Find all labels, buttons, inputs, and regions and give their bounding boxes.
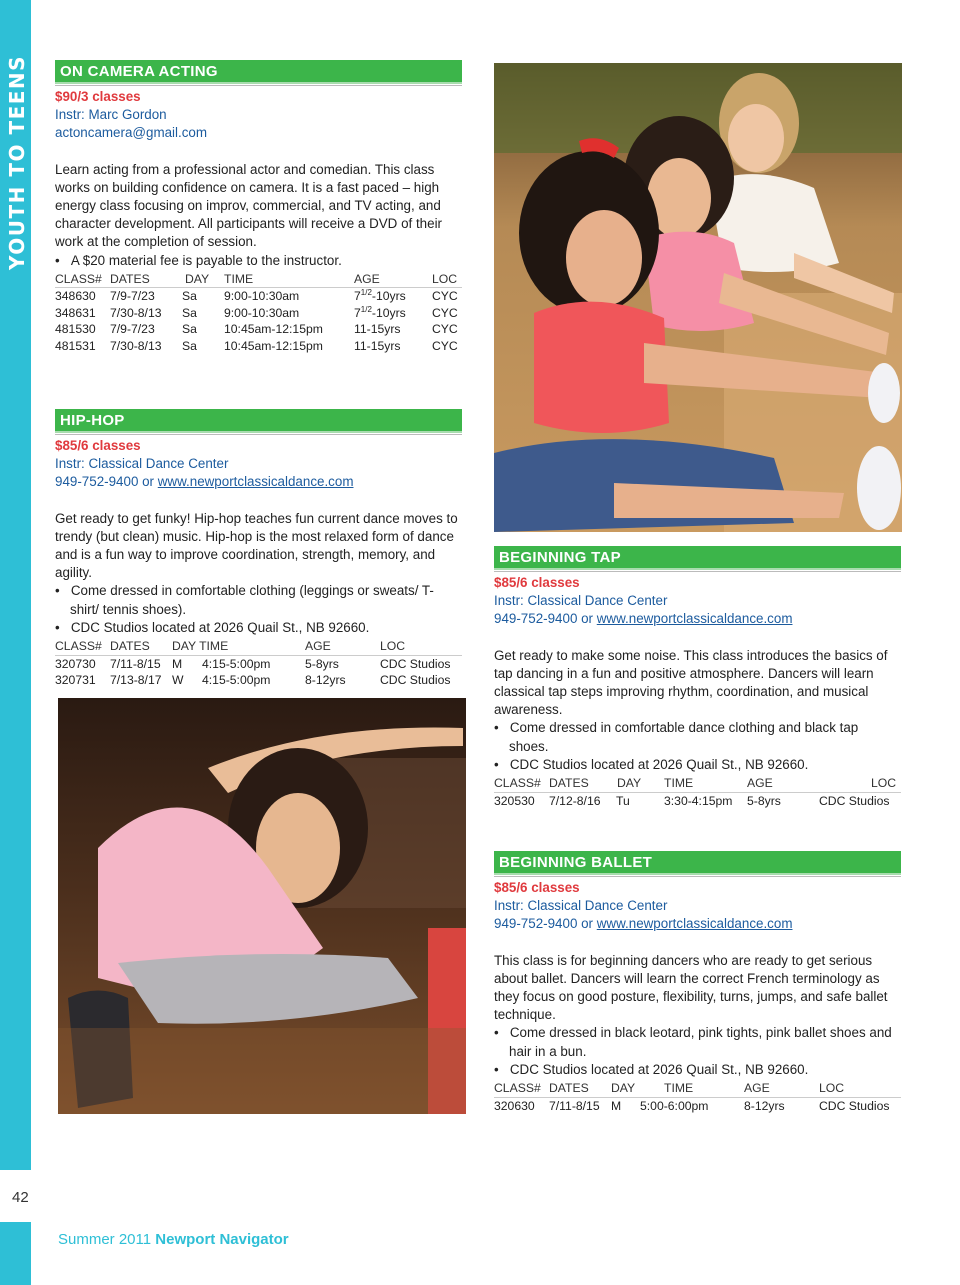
hiphop-bullet: • Come dressed in comfortable clothing (leggings or sweats/ T-shirt/ tennis shoes). [55, 583, 434, 617]
section-label: YOUTH TO TEENS [5, 54, 29, 270]
page-number: 42 [12, 1189, 29, 1206]
acting-email[interactable]: actoncamera@gmail.com [55, 125, 208, 141]
tap-instructor: Instr: Classical Dance Center [494, 593, 668, 609]
hiphop-contact: 949-752-9400 or www.newportclassicaldance.com [55, 474, 354, 490]
acting-section [55, 60, 462, 354]
acting-instructor: Instr: Marc Gordon [55, 107, 167, 123]
ballet-instructor: Instr: Classical Dance Center [494, 898, 668, 914]
tap-price: $85/6 classes [494, 575, 580, 590]
table-header: CLASS# DATES DAY TIME AGE LOC [55, 638, 462, 656]
tap-schedule-table [494, 775, 901, 809]
ballet-title: BEGINNING BALLET [494, 851, 901, 875]
table-header: CLASS# DATES DAY TIME AGE LOC [494, 1080, 901, 1098]
tap-title: BEGINNING TAP [494, 546, 901, 570]
table-row: 320731 7/13-8/17 W 4:15-5:00pm 8-12yrs CDC Studios [55, 673, 451, 688]
table-row: 481530 7/9-7/23 Sa 10:45am-12:15pm 11-15yrs CYC [55, 322, 458, 337]
ballet-price: $85/6 classes [494, 880, 580, 895]
table-row: 348630 7/9-7/23 Sa 9:00-10:30am $7^{1/2}-10yrs$ CYC [55, 288, 458, 304]
ballet-contact: 949-752-9400 or www.newportclassicaldance.com [494, 916, 793, 932]
divider [494, 571, 901, 572]
table-row: 320630 7/11-8/15 M 5:00-6:00pm 8-12yrs CDC Studios [494, 1098, 890, 1113]
table-row: 320530 7/12-8/16 Tu 3:30-4:15pm 5-8yrs CDC Studios [494, 793, 890, 808]
girl-stretching-photo [58, 698, 466, 1114]
hiphop-price: $85/6 classes [55, 438, 141, 453]
table-row: 348631 7/30-8/13 Sa 9:00-10:30am $7^{1/2}-10yrs$ CYC [55, 304, 458, 320]
ballet-description: This class is for beginning dancers who are ready to get serious about ballet. Dancers will learn the correct French terminology as they focus on good posture, flexibility, turns, jumps, and safe ballet technique. [494, 952, 888, 1023]
tap-bullet: • Come dressed in comfortable dance clothing and black tap shoes. [494, 720, 859, 754]
hiphop-bullet: • CDC Studios located at 2026 Quail St., NB 92660. [55, 619, 370, 635]
acting-title: ON CAMERA ACTING [55, 60, 462, 84]
ballet-section [494, 851, 901, 1114]
hiphop-instructor: Instr: Classical Dance Center [55, 456, 229, 472]
hiphop-schedule-table [55, 638, 462, 689]
acting-bullet: • A $20 material fee is payable to the instructor. [55, 252, 342, 268]
tap-contact: 949-752-9400 or www.newportclassicaldance.com [494, 611, 793, 627]
stretching-children-photo [494, 63, 902, 532]
acting-description: Learn acting from a professional actor and comedian. This class works on building confidence on camera. It is a fast paced – high energy class focusing on improv, commercial, and TV acting, and character development. All participants will receive a DVD of their work at the completion of session. [55, 161, 443, 250]
acting-price: $90/3 classes [55, 89, 141, 104]
sidebar-band-bottom [0, 1222, 31, 1285]
hiphop-title: HIP-HOP [55, 409, 462, 433]
ballet-url-link[interactable]: www.newportclassicaldance.com [596, 916, 793, 932]
footer [58, 1231, 289, 1248]
ballet-bullet: • CDC Studios located at 2026 Quail St., NB 92660. [494, 1061, 809, 1077]
table-row: 481531 7/30-8/13 Sa 10:45am-12:15pm 11-15yrs CYC [55, 338, 458, 353]
table-header: CLASS# DATES DAY TIME AGE LOC [55, 271, 462, 289]
hiphop-section [55, 409, 462, 689]
tap-section [494, 546, 901, 809]
table-row: 320730 7/11-8/15 M 4:15-5:00pm 5-8yrs CDC Studios [55, 656, 451, 671]
divider [55, 85, 462, 86]
divider [55, 434, 462, 435]
hiphop-description: Get ready to get funky! Hip-hop teaches fun current dance moves to trendy (but clean) music. Hip-hop is the most relaxed form of dance and is a fun way to improve coordination, strength, memory, and agility. [55, 510, 458, 581]
footer-season: Summer 2011 [58, 1231, 152, 1248]
tap-bullet: • CDC Studios located at 2026 Quail St., NB 92660. [494, 756, 809, 772]
tap-description: Get ready to make some noise. This class introduces the basics of tap dancing in a fun and positive atmosphere. Dancers will learn classical tap steps improving rhythm, coordination, and musical awareness. [494, 647, 888, 718]
table-header: CLASS# DATES DAY TIME AGE LOC [494, 775, 901, 793]
tap-url-link[interactable]: www.newportclassicaldance.com [596, 611, 793, 627]
footer-brand: Newport Navigator [155, 1231, 289, 1248]
ballet-schedule-table [494, 1080, 901, 1114]
ballet-bullet: • Come dressed in black leotard, pink tights, pink ballet shoes and hair in a bun. [494, 1025, 892, 1059]
sidebar-band [0, 0, 31, 1170]
acting-schedule-table [55, 271, 462, 355]
hiphop-url-link[interactable]: www.newportclassicaldance.com [157, 474, 354, 490]
divider [494, 876, 901, 877]
